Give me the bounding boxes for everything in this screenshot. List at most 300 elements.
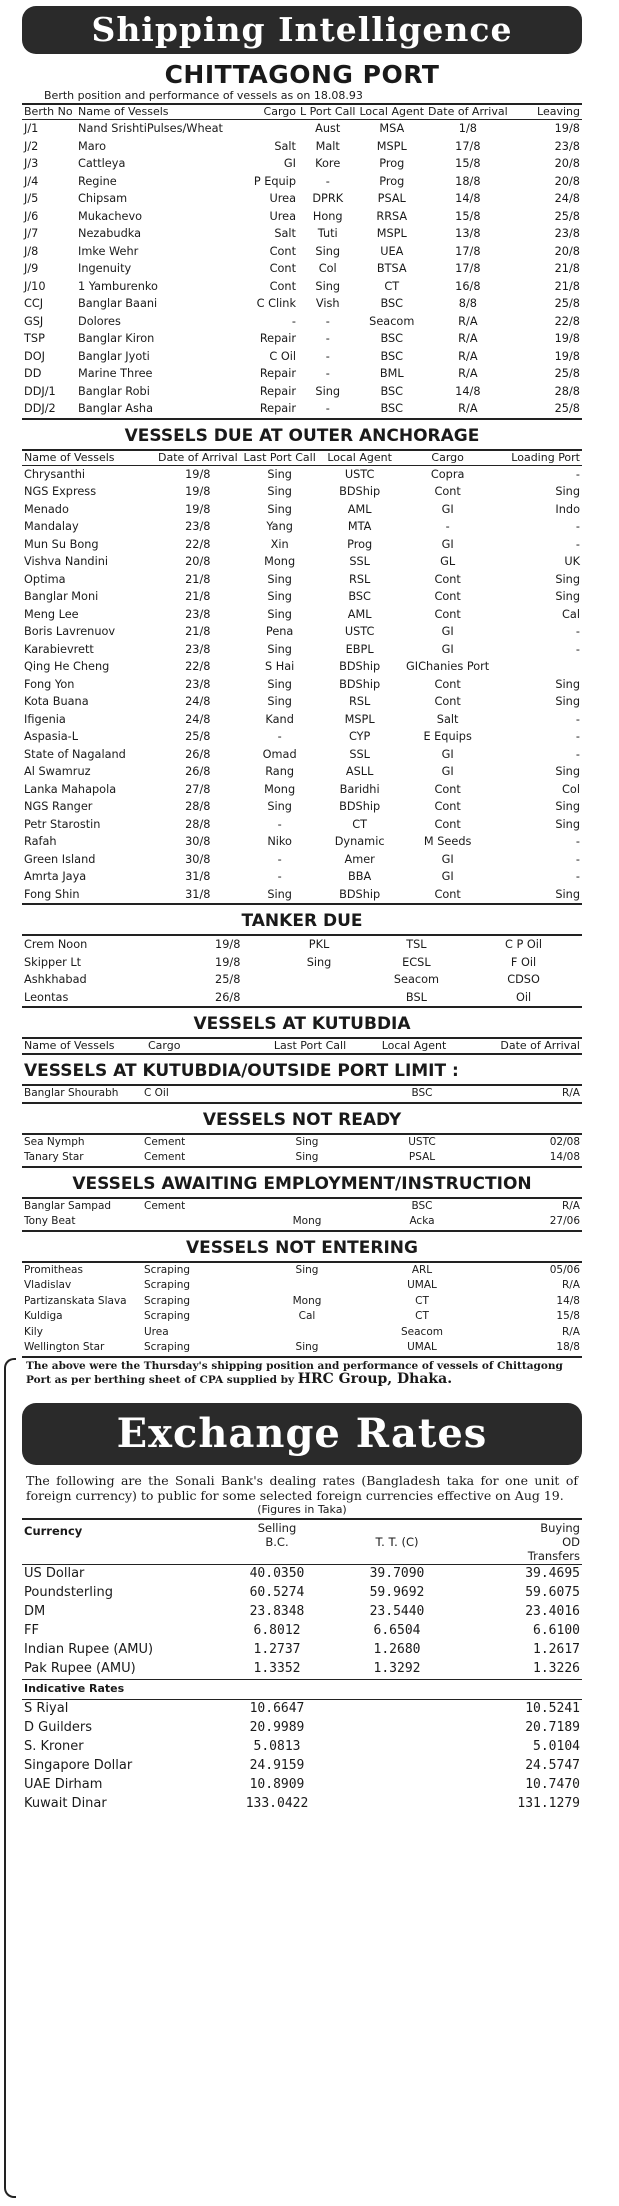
table-cell: GI <box>441 625 454 639</box>
table-cell: 23/8 <box>554 139 580 153</box>
column-header: Local Agent <box>359 105 425 118</box>
table-cell: Cement <box>144 1199 186 1212</box>
table-cell: Banglar Asha <box>78 402 153 416</box>
table-cell: CDSO <box>507 973 540 987</box>
outer-anchorage-row <box>22 798 582 816</box>
outer-anchorage-row <box>22 816 582 834</box>
berth-row <box>22 330 582 348</box>
table-cell: Scraping <box>144 1294 191 1307</box>
table-cell: Cattleya <box>78 157 126 171</box>
outer-anchorage-row <box>22 676 582 694</box>
table-cell: Rang <box>265 765 295 779</box>
table-cell: Nand SrishtiPulses/Wheat <box>78 122 223 136</box>
table-cell: BSL <box>405 990 427 1004</box>
rate-value: 20.9989 <box>249 1720 305 1735</box>
not-ready-title: VESSELS NOT READY <box>22 1104 582 1135</box>
table-cell: 1 Yamburenko <box>78 279 158 293</box>
table-cell: Prog <box>379 174 405 188</box>
table-cell: CT <box>415 1310 429 1323</box>
rate-value: 23.8348 <box>249 1604 305 1619</box>
fx-indicative-title: Indicative Rates <box>24 1682 125 1695</box>
table-cell: Ingenuity <box>78 262 132 276</box>
outer-anchorage-row <box>22 606 582 624</box>
kutubdia-title: VESSELS AT KUTUBDIA <box>22 1008 582 1039</box>
table-cell: Sing <box>555 572 580 586</box>
berth-row <box>22 173 582 191</box>
column-header: Cargo <box>263 105 296 118</box>
table-cell: Banglar Robi <box>78 384 150 398</box>
table-cell: 28/8 <box>185 800 211 814</box>
table-cell: Scraping <box>144 1341 191 1354</box>
table-cell: Oil <box>515 990 532 1004</box>
table-cell: GI <box>441 642 454 656</box>
table-cell: - <box>325 367 330 381</box>
table-cell: Cal <box>562 607 580 621</box>
currency-name: D Guilders <box>24 1720 93 1735</box>
table-cell: 19/8 <box>554 332 580 346</box>
fx-header-selling: Selling B.C. <box>257 1520 297 1549</box>
table-cell: CCJ <box>24 297 44 311</box>
table-cell: CT <box>352 817 368 831</box>
currency-name: FF <box>24 1623 39 1638</box>
table-cell: C Clink <box>256 297 296 311</box>
table-cell: Cont <box>434 800 461 814</box>
table-cell: M Seeds <box>423 835 472 849</box>
table-cell: GI <box>441 870 454 884</box>
outer-anchorage-table <box>22 451 582 906</box>
table-cell: USTC <box>344 467 375 481</box>
outer-anchorage-row <box>22 623 582 641</box>
table-cell: 30/8 <box>185 852 211 866</box>
table-cell <box>236 120 298 138</box>
table-cell: R/A <box>561 1199 580 1212</box>
table-cell: - <box>575 870 580 884</box>
table-cell: J/1 <box>24 122 39 136</box>
table-cell: Sing <box>306 955 332 969</box>
table-cell: C Oil <box>269 349 296 363</box>
table-cell: Sea Nymph <box>24 1135 85 1148</box>
table-cell: Copra <box>430 467 465 481</box>
rate-value: 39.4695 <box>525 1566 580 1581</box>
table-cell: 19/8 <box>215 938 241 952</box>
table-cell: Sing <box>267 467 292 481</box>
table-cell: 14/8 <box>455 192 481 206</box>
table-cell: Acka <box>409 1215 435 1228</box>
rate-value: 10.7470 <box>525 1777 580 1792</box>
table-cell: Sing <box>315 279 341 293</box>
table-cell: Kore <box>315 157 341 171</box>
table-cell: Mukachevo <box>78 209 143 223</box>
table-cell: Cont <box>434 607 461 621</box>
table-cell: Salt <box>436 712 459 726</box>
exchange-rates-table <box>22 1520 582 1814</box>
table-cell: J/6 <box>24 209 39 223</box>
table-cell: Baridhi <box>339 782 380 796</box>
currency-name: US Dollar <box>24 1566 85 1581</box>
table-cell: - <box>575 625 580 639</box>
table-cell: R/A <box>561 1087 580 1100</box>
column-header: Date of Arrival <box>158 450 238 464</box>
table-cell: J/3 <box>24 157 39 171</box>
table-cell: - <box>325 332 330 346</box>
table-cell: P Equip <box>253 174 296 188</box>
table-cell: Sing <box>267 502 292 516</box>
table-cell: 05/06 <box>549 1263 580 1276</box>
berth-row <box>22 225 582 243</box>
column-header: Date of Arrival <box>428 105 508 118</box>
table-cell: BDShip <box>339 800 381 814</box>
table-cell: GI <box>441 765 454 779</box>
table-cell: BDShip <box>339 660 381 674</box>
table-cell: Seacom <box>393 973 439 987</box>
table-cell: Malt <box>315 139 340 153</box>
table-cell: Urea <box>144 1325 169 1338</box>
table-cell: - <box>325 402 330 416</box>
currency-name: Poundsterling <box>24 1585 113 1600</box>
table-cell: Qing He Cheng <box>24 660 110 674</box>
table-cell: State of Nagaland <box>24 747 126 761</box>
column-header: Local Agent <box>381 1039 447 1052</box>
outer-anchorage-row <box>22 763 582 781</box>
table-cell: Amer <box>344 852 375 866</box>
table-cell: Seacom <box>401 1325 443 1338</box>
column-header: L Port Call <box>300 105 356 118</box>
table-cell: GI <box>441 747 454 761</box>
kutubdia-table <box>22 1039 582 1055</box>
currency-name: Singapore Dollar <box>24 1758 133 1773</box>
table-cell: USTC <box>408 1135 436 1148</box>
rate-value: 10.8909 <box>249 1777 305 1792</box>
outer-anchorage-title: VESSELS DUE AT OUTER ANCHORAGE <box>22 420 582 451</box>
currency-name: Kuwait Dinar <box>24 1796 107 1811</box>
table-cell: MSPL <box>376 139 407 153</box>
table-cell: Banglar Kiron <box>78 332 155 346</box>
berth-row <box>22 400 582 419</box>
table-cell: Dolores <box>78 314 121 328</box>
table-cell: - <box>325 314 330 328</box>
table-cell: PSAL <box>408 1151 436 1164</box>
outer-anchorage-row <box>22 571 582 589</box>
table-cell: Banglar Moni <box>24 590 99 604</box>
table-cell: Tuti <box>317 227 338 241</box>
berth-row <box>22 313 582 331</box>
table-cell: UMAL <box>407 1279 437 1292</box>
table-cell: 25/8 <box>554 209 580 223</box>
table-cell <box>496 658 582 676</box>
column-header: Name of Vessels <box>78 105 169 118</box>
berth-row <box>22 348 582 366</box>
rate-value: 1.3292 <box>373 1661 421 1676</box>
table-cell: J/2 <box>24 139 39 153</box>
table-cell: 16/8 <box>455 279 481 293</box>
table-cell: Promitheas <box>24 1263 83 1276</box>
table-cell: Yang <box>266 520 293 534</box>
table-cell: DDJ/1 <box>24 384 56 398</box>
table-cell: GI <box>441 852 454 866</box>
table-cell: SSL <box>349 555 370 569</box>
table-cell: 24/8 <box>185 712 211 726</box>
table-cell: DOJ <box>24 349 45 363</box>
table-cell: - <box>277 817 282 831</box>
table-cell: Cont <box>434 782 461 796</box>
shipping-note-source: HRC Group, Dhaka. <box>297 1370 453 1387</box>
table-cell: Urea <box>269 192 296 206</box>
table-cell: Sing <box>295 1151 319 1164</box>
rate-value <box>332 1738 462 1757</box>
outer-anchorage-row <box>22 483 582 501</box>
rate-value: 6.6504 <box>373 1623 421 1638</box>
outer-anchorage-row <box>22 746 582 764</box>
fx-indicative-row <box>22 1719 582 1738</box>
not-entering-row <box>22 1278 582 1294</box>
column-header: Leaving <box>537 105 580 118</box>
table-cell: 22/8 <box>185 537 211 551</box>
table-cell: 20/8 <box>185 555 211 569</box>
table-cell: R/A <box>458 314 478 328</box>
table-cell: J/8 <box>24 244 39 258</box>
table-cell: Aspasia-L <box>24 730 79 744</box>
table-cell: Sing <box>267 642 292 656</box>
table-cell: UK <box>564 555 580 569</box>
table-cell: Col <box>318 262 337 276</box>
table-cell: BSC <box>380 332 404 346</box>
berth-row <box>22 260 582 278</box>
table-cell: MTA <box>347 520 372 534</box>
table-cell: Partizanskata Slava <box>24 1294 127 1307</box>
table-cell: Cont <box>434 887 461 901</box>
awaiting-title: VESSELS AWAITING EMPLOYMENT/INSTRUCTION <box>22 1168 582 1199</box>
table-cell: - <box>277 852 282 866</box>
table-cell: GL <box>440 555 456 569</box>
table-cell: DPRK <box>312 192 344 206</box>
table-cell: Xin <box>270 537 289 551</box>
table-cell: R/A <box>561 1325 580 1338</box>
table-cell: 25/8 <box>554 402 580 416</box>
table-cell: Chrysanthi <box>24 467 86 481</box>
table-cell: Vladislav <box>24 1279 72 1292</box>
table-cell: PKL <box>308 938 330 952</box>
table-cell: R/A <box>458 367 478 381</box>
table-cell: Banglar Jyoti <box>78 349 150 363</box>
table-cell: J/10 <box>24 279 46 293</box>
kutubdia-opl-row <box>22 1086 582 1103</box>
table-cell: ECSL <box>402 955 431 969</box>
table-cell: 21/8 <box>554 279 580 293</box>
table-cell: Petr Starostin <box>24 817 101 831</box>
table-cell: C P Oil <box>505 938 543 952</box>
outer-anchorage-row <box>22 536 582 554</box>
berth-row <box>22 155 582 173</box>
berth-row <box>22 295 582 313</box>
table-cell: Maro <box>78 139 106 153</box>
table-cell <box>252 1086 362 1103</box>
not-entering-row <box>22 1325 582 1341</box>
not-ready-table <box>22 1135 582 1168</box>
table-cell: 19/8 <box>554 349 580 363</box>
table-cell: NGS Ranger <box>24 800 93 814</box>
table-cell: 18/8 <box>455 174 481 188</box>
table-cell: Sing <box>555 485 580 499</box>
table-cell: Sing <box>315 384 341 398</box>
table-cell: 23/8 <box>185 677 211 691</box>
currency-name: DM <box>24 1604 46 1619</box>
shipping-note-text: The above were the Thursday's shipping position and performance of vessels of Chittagong Port as per berthing sheet of CPA supplied by <box>26 1359 563 1386</box>
table-cell: RSL <box>348 572 371 586</box>
tanker-due-title: TANKER DUE <box>22 905 582 936</box>
table-cell: 21/8 <box>185 590 211 604</box>
rate-value <box>332 1699 462 1719</box>
table-cell: Al Swamruz <box>24 765 91 779</box>
currency-name: UAE Dirham <box>24 1777 103 1792</box>
table-cell: Cal <box>298 1310 316 1323</box>
table-cell: BSC <box>348 590 371 604</box>
table-cell: 19/8 <box>185 467 211 481</box>
outer-anchorage-row <box>22 518 582 536</box>
table-cell: Mong <box>264 555 296 569</box>
table-cell: Urea <box>269 209 296 223</box>
tanker-table <box>22 936 582 1008</box>
table-cell: Mong <box>292 1215 322 1228</box>
outer-anchorage-row <box>22 868 582 886</box>
table-cell: 19/8 <box>185 502 211 516</box>
rate-value: 23.5440 <box>369 1604 425 1619</box>
table-cell: CYP <box>348 730 371 744</box>
table-cell: 24/8 <box>185 695 211 709</box>
rate-value: 1.2680 <box>373 1642 421 1657</box>
table-cell: Prog <box>379 157 405 171</box>
not-entering-row <box>22 1309 582 1325</box>
table-cell: 25/8 <box>554 297 580 311</box>
table-cell: 25/8 <box>554 367 580 381</box>
fx-figures-note: (Figures in Taka) <box>22 1503 582 1520</box>
outer-anchorage-row <box>22 728 582 746</box>
not-entering-row <box>22 1340 582 1357</box>
fx-row <box>22 1622 582 1641</box>
table-cell: - <box>575 537 580 551</box>
table-cell: Omad <box>262 747 297 761</box>
table-cell: MSA <box>379 122 405 136</box>
table-cell: Sing <box>295 1135 319 1148</box>
table-cell: Prog <box>347 537 373 551</box>
table-cell: 14/08 <box>549 1151 580 1164</box>
rate-value: 6.6100 <box>533 1623 580 1638</box>
table-cell: GSJ <box>24 314 44 328</box>
berth-table <box>22 105 582 420</box>
rate-value <box>332 1719 462 1738</box>
margin-bracket <box>4 1358 16 2198</box>
rate-value: 59.9692 <box>369 1585 425 1600</box>
table-cell: Tanary Star <box>24 1151 84 1164</box>
outer-anchorage-row <box>22 641 582 659</box>
rate-value: 59.6075 <box>525 1585 580 1600</box>
table-cell: DDJ/2 <box>24 402 56 416</box>
table-cell: Cont <box>269 279 296 293</box>
table-cell: Kota Buana <box>24 695 89 709</box>
table-cell: Repair <box>259 402 296 416</box>
not-entering-row <box>22 1294 582 1310</box>
rate-value: 1.3352 <box>253 1661 301 1676</box>
berth-row <box>22 243 582 261</box>
rate-value: 10.6647 <box>249 1701 305 1716</box>
not-ready-row <box>22 1135 582 1151</box>
table-cell: J/5 <box>24 192 39 206</box>
table-cell: Optima <box>24 572 66 586</box>
table-cell: Amrta Jaya <box>24 870 87 884</box>
not-ready-row <box>22 1150 582 1167</box>
rate-value <box>332 1757 462 1776</box>
table-cell: C Oil <box>144 1087 169 1100</box>
table-cell: 23/8 <box>185 607 211 621</box>
table-cell: 22/8 <box>185 660 211 674</box>
table-cell: F Oil <box>510 955 537 969</box>
table-cell: Kuldiga <box>24 1310 63 1323</box>
rate-value: 40.0350 <box>249 1566 305 1581</box>
table-cell: 23/8 <box>185 520 211 534</box>
table-cell: R/A <box>458 402 478 416</box>
fx-row <box>22 1564 582 1584</box>
table-cell: 15/8 <box>455 157 481 171</box>
table-cell: 21/8 <box>554 262 580 276</box>
table-cell: Sing <box>295 1341 319 1354</box>
table-cell: Sing <box>555 765 580 779</box>
table-cell: NGS Express <box>24 485 97 499</box>
column-header: Name of Vessels <box>24 1039 115 1052</box>
rate-value <box>332 1776 462 1795</box>
table-cell: Scraping <box>144 1310 191 1323</box>
table-cell: 26/8 <box>215 990 241 1004</box>
table-cell: 28/8 <box>185 817 211 831</box>
table-cell: 14/8 <box>455 384 481 398</box>
table-cell: - <box>575 835 580 849</box>
rate-value: 23.4016 <box>525 1604 580 1619</box>
shipping-note <box>22 1358 582 1389</box>
table-cell: Sing <box>555 590 580 604</box>
table-cell: Repair <box>259 384 296 398</box>
table-cell: Scraping <box>144 1263 191 1276</box>
rate-value: 39.7090 <box>369 1566 425 1581</box>
table-cell: UEA <box>380 244 404 258</box>
currency-name: Pak Rupee (AMU) <box>24 1661 136 1676</box>
table-cell: 28/8 <box>554 384 580 398</box>
table-cell: SSL <box>349 747 370 761</box>
rate-value: 133.0422 <box>245 1796 309 1811</box>
table-cell: - <box>575 852 580 866</box>
currency-name: S. Kroner <box>24 1739 84 1754</box>
rate-value: 1.2617 <box>533 1642 580 1657</box>
table-cell: 31/8 <box>185 870 211 884</box>
table-cell: Regine <box>78 174 117 188</box>
fx-header-tt: T. T. (C) <box>375 1534 419 1549</box>
table-cell: Leontas <box>24 990 69 1004</box>
table-cell: J/7 <box>24 227 39 241</box>
berth-row <box>22 190 582 208</box>
column-header: Loading Port <box>511 450 580 464</box>
rate-value: 131.1279 <box>517 1796 580 1811</box>
table-cell: 22/8 <box>554 314 580 328</box>
table-cell: R/A <box>458 349 478 363</box>
table-cell: MSPL <box>344 712 375 726</box>
table-cell: 19/8 <box>185 485 211 499</box>
table-cell: 15/8 <box>455 209 481 223</box>
outer-anchorage-row <box>22 465 582 483</box>
table-cell: Menado <box>24 502 69 516</box>
table-cell: 1/8 <box>458 122 477 136</box>
table-cell: Fong Shin <box>24 887 80 901</box>
awaiting-row <box>22 1214 582 1231</box>
table-cell: Indo <box>555 502 580 516</box>
table-cell: BSC <box>411 1087 433 1100</box>
table-cell: CT <box>415 1294 429 1307</box>
